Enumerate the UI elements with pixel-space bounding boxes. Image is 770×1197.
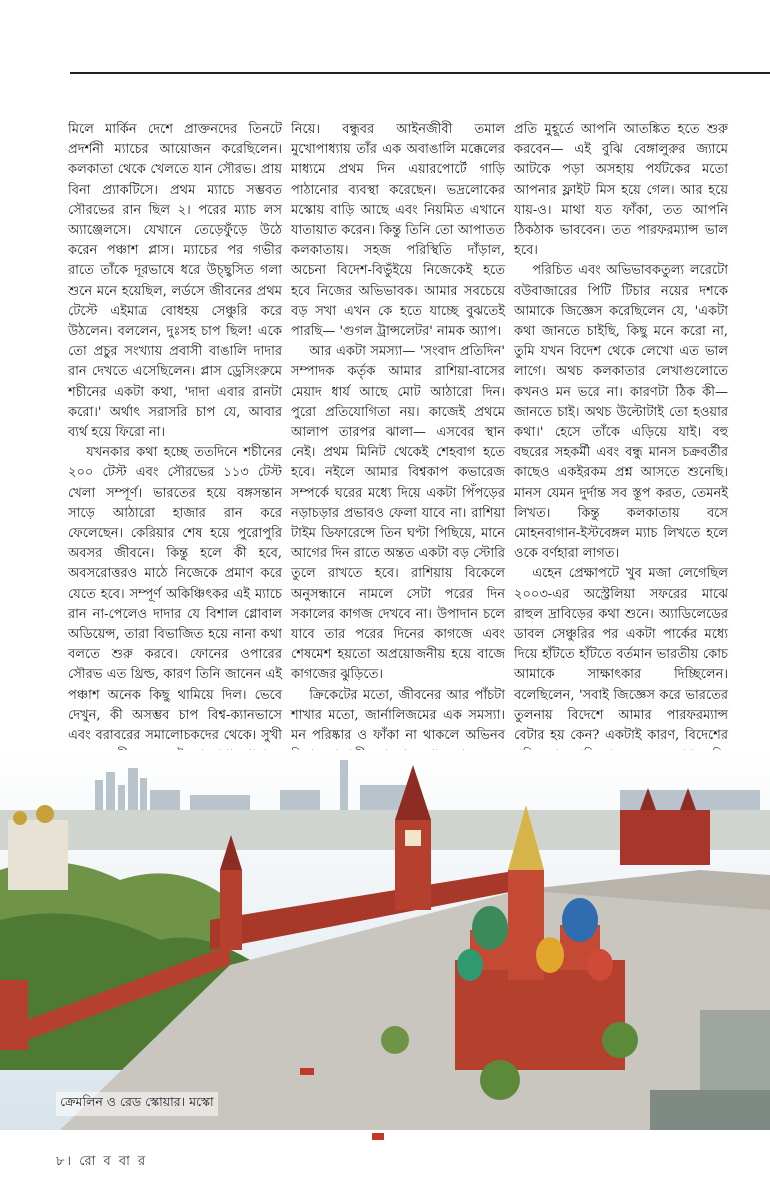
page-number-label: ৮। রো ব বা র — [56, 1154, 148, 1169]
paragraph: নিয়ে। বন্ধুবর আইনজীবী তমাল মুখোপাধ্যায় তাঁর এক অবাঙালি মক্কেলের মাধ্যমে প্রথম দিন এয়ারপোর্টে গাড়ি পাঠানোর ব্যবস্থা করেছেন। ভদ্রলোকের মস্কোয় বাড়ি আছে এবং নিয়মিত এখানে যাতায়াত করেন। কিন্তু তিনি তো আপাতত কলকাতায়। সহজ পরিস্থিতি দাঁড়াল, অচেনা বিদেশ-বিভুঁইয়ে নিজেকেই হতে হবে নিজের অভিভাবক। আমার সবচেয়ে বড় সখা এখন কে হতে যাচ্ছে বুঝতেই পারছি— 'গুগল ট্রান্সলেটর' নামক অ্যাপ। — [291, 122, 505, 340]
photo-caption: ক্রেমলিন ও রেড স্কোয়ার। মস্কো — [56, 1092, 218, 1116]
paragraph: আর একটা সমস্যা— 'সংবাদ প্রতিদিন' সম্পাদক কর্তৃক আমার রাশিয়া-বাসের মেয়াদ ধার্য আছে মোট আঠারো দিন। পুরো প্রতিযোগিতা নয়। কাজেই প্রথমে আলাপ তারপর ঝালা— এসবের স্থান নেই। প্রথম মিনিট থেকেই শেহবাগ হতে হবে। নইলে আমার বিশ্বকাপ কভারেজ সম্পর্কে ঘরের মধ্যে দিয়ে একটা পিঁপড়ের নড়াচড়ার প্রভাবও ফেলা যাবে না। রাশিয়া টাইম ডিফারেন্সে তিন ঘণ্টা পিছিয়ে, মানে আগের দিন রাতে অন্তত একটা বড় স্টোরি তুলে রাখতে হবে। রাশিয়ায় বিকেলে অনুসন্ধানে নামলে সেটা পরের দিন সকালের কাগজ দেখবে না। উপাদান চলে যাবে তার পরের দিনের কাগজে এবং শেষমেশ হয়তো অপ্রয়োজনীয় হয়ে বাজে কাগজের ঝুড়িতে। — [291, 344, 505, 683]
paragraph: যখনকার কথা হচ্ছে ততদিনে শচীনের ২০০ টেস্ট এবং সৌরভের ১১৩ টেস্ট খেলা সম্পূর্ণ। ভারতের হয়ে বঙ্গসন্তান সাড়ে আঠারো হাজার রান করে ফেলেছেন। কেরিয়ার শেষ হয়ে পুরোপুরি অবসর জীবনে। কিন্তু হলে কী হবে, অবসরোত্তরও মাঠে নিজেকে প্রমাণ করে যেতে হবে। সম্পূর্ণ অকিঞ্চিৎকর এই ম্যাচে রান না-পেলেও দাদার যে বিশাল গ্লোবাল অডিয়েন্স, তারা বিভাজিত হয়ে নানা কথা বলতে শুরু করবে। ফোনের ওপারের সৌরভ এত থ্রিল্ড, কারণ তিনি জানেন এই পঞ্চাশ অনেক কিছু থামিয়ে দিল। ভেবে দেখুন, কী অসম্ভব চাপ বিশ্ব-ক্যানভাসে এবং বরাবরের সমালোচকদের থেকে। সুখী — [68, 445, 282, 744]
paragraph: প্রতি মুহূর্তে আপনি আতঙ্কিত হতে শুরু করবেন— এই বুঝি বেঙ্গালুরুর জ্যামে আটকে পড়া অসহায় পর্যটকের মতো আপনার ফ্লাইট মিস হয়ে গেল। আর হয়ে যায়-ও। মাথা যত ফাঁকা, তত আপনি ঠিকঠাক ভাববেন। তত পারফরম্যান্স ভাল হবে। — [514, 122, 728, 259]
header-rule — [70, 72, 770, 74]
article-column-3 — [514, 120, 728, 745]
paragraph: মিলে মার্কিন দেশে প্রাক্তনদের তিনটে প্রদর্শনী ম্যাচের আয়োজন করেছিলেন। কলকাতা থেকে খেলতে যান সৌরভ। প্রায় বিনা প্র্যাকটিসে। প্রথম ম্যাচে সম্ভবত সৌরভের রান ছিল ২। পরের ম্যাচ লস অ্যাঞ্জেলসে। যেখানে তেড়েফুঁড়ে উঠে করেন পঞ্চাশ প্লাস। ম্যাচের পর গভীর রাতে তাঁকে দূরভাষে ধরে উচ্ছ্বসিত গলা শুনে মনে হয়েছিল, লর্ডসে জীবনের প্রথম টেস্টে এইমাত্র বোধহয় সেঞ্চুরি করে উঠলেন। বললেন, দুঃসহ চাপ ছিল! একে তো প্রচুর সংখ্যায় প্রবাসী বাঙালি দাদার রান দেখতে এসেছিলেন। প্লাস ড্রেসিংরুমে শচীনের একটা কথা, 'দাদা এবার রানটা করো।' অর্থাৎ সরাসরি চাপ যে, আবার ব্যর্থ হয়ে ফিরো না। — [68, 122, 282, 441]
paragraph: এহেন প্রেক্ষাপটে খুব মজা লেগেছিল ২০০৩-এর অস্ট্রেলিয়া সফরের মাঝে রাহুল দ্রাবিড়ের কথা শুনে। অ্যাডিলেডের ডাবল সেঞ্চুরির পর একটা পার্কের মধ্যে দিয়ে হাঁটতে হাঁটতে বর্তমান ভারতীয় কোচ আমাকে সাক্ষাৎকার দিচ্ছিলেন। বলেছিলেন, 'সবাই জিজ্ঞেস করে ভারতের তুলনায় বিদেশে আমার পারফরম্যান্স বেটার হয় কেন? একটাই কারণ, বিদেশের — [514, 566, 728, 744]
paragraph: পরিচিত এবং অভিভাবকতুল্য লরেটো বউবাজারের পিটি টিচার নয়ের দশকে আমাকে জিজ্ঞেস করেছিলেন যে, 'একটা কথা জানতে চাইছি, কিছু মনে করো না, তুমি যখন বিদেশ থেকে লেখো এত ভাল লাগে। অথচ কলকাতার লেখাগুলোতে কখনও মন ভরে না। কারণটা ঠিক কী— জানতে চাই। অথচ উল্টোটাই তো হওয়ার কথা।' হেসে তাঁকে এড়িয়ে যাই। বহু বছরের সহকর্মী এবং বন্ধু মানস চক্রবর্তীর কাছেও একইরকম প্রশ্ন আসতে শুনেছি। মানস যেমন দুর্দান্ত সব স্তূপ করত, তেমনই লিখত। কিন্তু কলকাতায় বসে মোহনবাগান-ইস্টবেঙ্গল ম্যাচ লিখতে হলে ওকে বর্ণহারা লাগত। — [514, 263, 728, 562]
paragraph: ক্রিকেটের মতো, জীবনের আর পাঁচটা শাখার মতো, জার্নালিজমের এক সমস্যা। মন পরিষ্কার ও ফাঁকা না থাকলে অভিনব — [291, 687, 505, 744]
article-column-2 — [291, 120, 505, 745]
kremlin-red-square-photo — [0, 750, 770, 1130]
article-column-1 — [68, 120, 282, 745]
